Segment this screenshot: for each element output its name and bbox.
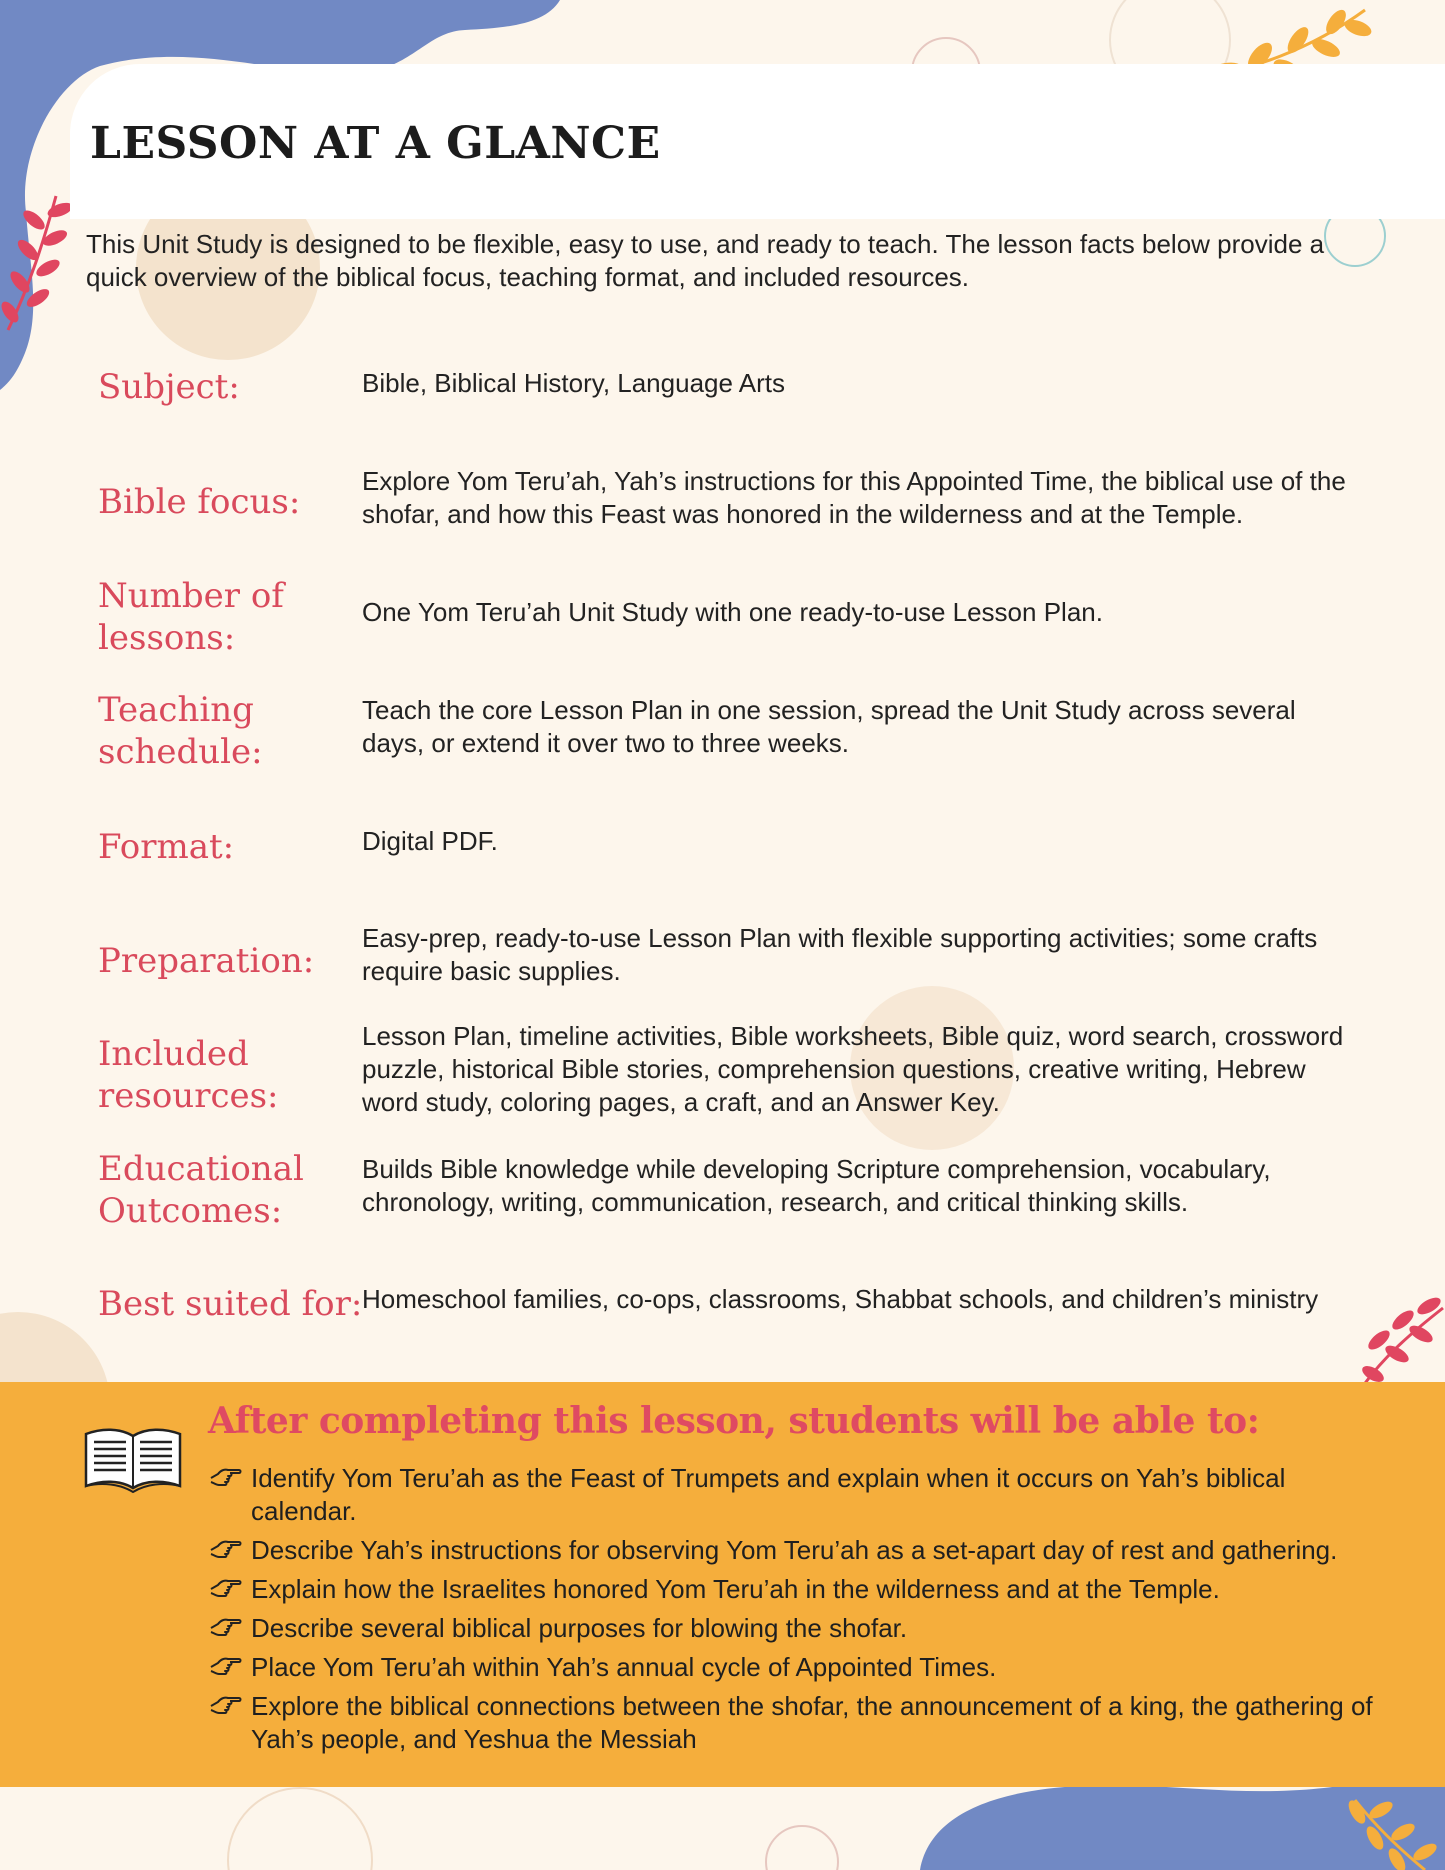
fact-label: Bible focus: [98,482,301,522]
fact-label: Included resources: [98,1034,279,1116]
fact-value: Homeschool families, co-ops, classrooms, Shabbat schools, and children’s ministry [362,1284,1319,1314]
list-item [208,1690,1378,1756]
fact-label: Teaching schedule: [98,690,263,772]
fact-label: Best suited for: [98,1284,363,1324]
fact-label: Format: [98,827,235,867]
outcome-text: Explain how the Israelites honored Yom Teru’ah in the wilderness and at the Temple. [251,1574,1220,1604]
outcome-text: Identify Yom Teru’ah as the Feast of Trumpets and explain when it occurs on Yah’s biblical calendar. [251,1463,1286,1526]
fact-value: Builds Bible knowledge while developing Scripture comprehension, vocabulary, chronology, writing, communication, research, and critical thinking skills. [362,1154,1271,1217]
list-item [208,1534,1378,1567]
pointing-hand-icon [208,1464,242,1492]
outcomes-list [208,1462,1378,1762]
outcomes-title: After completing this lesson, students will be able to: [208,1400,1260,1442]
fact-value: Teach the core Lesson Plan in one session, spread the Unit Study across several days, or extend it over two to three weeks. [362,695,1296,758]
pointing-hand-icon [208,1614,242,1642]
fact-label: Preparation: [98,941,315,981]
pointing-hand-icon [208,1692,242,1720]
fact-label: Subject: [98,367,240,407]
fact-value: Easy-prep, ready-to-use Lesson Plan with flexible supporting activities; some crafts require basic supplies. [362,923,1318,986]
fact-value: Explore Yom Teru’ah, Yah’s instructions for this Appointed Time, the biblical use of the shofar, and how this Feast was honored in the wilderness and at the Temple. [362,466,1346,529]
list-item [208,1651,1378,1684]
list-item [208,1462,1378,1528]
fact-value: One Yom Teru’ah Unit Study with one ready-to-use Lesson Plan. [362,597,1103,627]
fact-value: Lesson Plan, timeline activities, Bible worksheets, Bible quiz, word search, crossword puzzle, historical Bible stories, comprehension questions, creative writing, Hebrew word study, coloring pages, a craft, and an Answer Key. [362,1021,1344,1117]
outcome-text: Describe Yah’s instructions for observing Yom Teru’ah as a set-apart day of rest and gathering. [251,1535,1338,1565]
outcome-text: Explore the biblical connections between the shofar, the announcement of a king, the gathering of Yah’s people, and Yeshua the Messiah [251,1691,1373,1754]
pointing-hand-icon [208,1653,242,1681]
page-title: LESSON AT A GLANCE [90,118,661,169]
pointing-hand-icon [208,1575,242,1603]
fact-label: Number of lessons: [98,576,284,658]
fact-value: Bible, Biblical History, Language Arts [362,368,785,398]
list-item [208,1573,1378,1606]
fact-value: Digital PDF. [362,826,498,856]
open-book-icon [82,1424,184,1496]
pointing-hand-icon [208,1536,242,1564]
outcome-text: Place Yom Teru’ah within Yah’s annual cycle of Appointed Times. [251,1652,997,1682]
fact-label: Educational Outcomes: [98,1149,304,1231]
intro-paragraph: This Unit Study is designed to be flexible, easy to use, and ready to teach. The lesson facts below provide a quick overview of the biblical focus, teaching format, and included resources. [86,229,1325,292]
leaf-branch-bottom-right [1335,1790,1445,1870]
outcome-text: Describe several biblical purposes for blowing the shofar. [251,1613,908,1643]
list-item [208,1612,1378,1645]
